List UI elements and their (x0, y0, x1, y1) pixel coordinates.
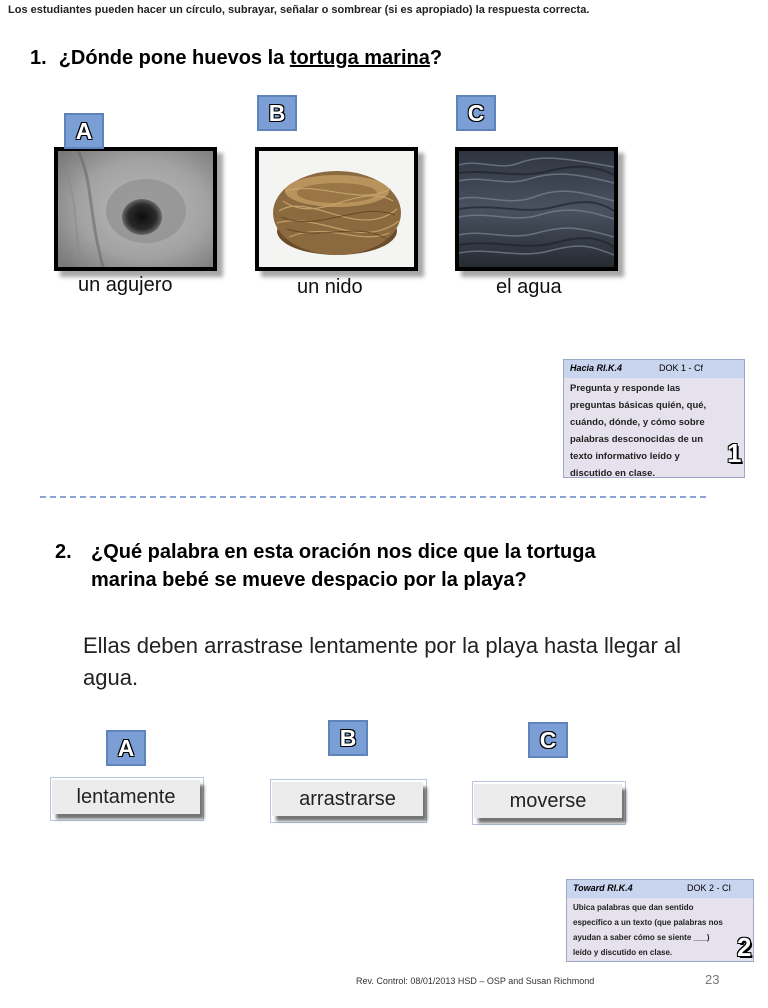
option-c-caption: el agua (496, 276, 562, 298)
ocean-water-icon (459, 151, 614, 267)
standard-card-1-line: discutido en clase. (570, 468, 655, 479)
standard-card-1-line: cuándo, dónde, y cómo sobre (570, 417, 705, 428)
answer-a-badge[interactable]: A (106, 730, 146, 766)
hole-in-sand-icon (58, 151, 213, 267)
question-2-prompt (55, 538, 655, 622)
bird-nest-icon (259, 151, 414, 267)
standard-card-2-number: 2 (737, 932, 752, 962)
answer-b-label[interactable]: arrastrarse (272, 782, 423, 816)
standard-card-1-line: texto informativo leído y (570, 451, 680, 462)
question-1-underlined-term: tortuga marina (289, 47, 430, 69)
standard-card-1-standard: Hacia RI.K.4 (570, 363, 623, 373)
option-b-image-nest[interactable] (255, 147, 418, 271)
answer-b-badge[interactable]: B (328, 720, 368, 756)
standard-card-2 (566, 879, 754, 962)
footer-revision: Rev. Control: 08/01/2013 HSD – OSP and Susan Richmond (356, 976, 595, 986)
standard-card-2-line: ayudan a saber cómo se siente ___) (573, 933, 710, 942)
standard-card-1 (563, 359, 745, 478)
instructions-text: Los estudiantes pueden hacer un círculo, subrayar, señalar o sombrear (si es apropiado) la respuesta correcta. (8, 4, 590, 16)
question-1-prompt (30, 47, 442, 70)
option-a-caption: un agujero (78, 274, 173, 296)
option-c-badge[interactable]: C (456, 95, 496, 131)
standard-card-1-number: 1 (727, 438, 742, 468)
standard-card-1-line: preguntas básicas quién, qué, (570, 400, 707, 411)
standard-card-2-standard: Toward RI.K.4 (573, 883, 633, 893)
standard-card-2-line: Ubica palabras que dan sentido (573, 903, 694, 912)
answer-a-label[interactable]: lentamente (52, 780, 200, 814)
standard-card-2-dok: DOK 2 - CI (687, 883, 732, 893)
page-number: 23 (705, 972, 720, 987)
standard-card-2-line: específico a un texto (que palabras nos (573, 918, 723, 927)
standard-card-1-line: Pregunta y responde las (570, 383, 681, 394)
standard-card-2-header (567, 880, 753, 898)
standard-card-1-body (564, 378, 744, 482)
question-2-sentence: Ellas deben arrastrase lentamente por la playa hasta llegar al agua. (83, 633, 682, 690)
standard-card-2-body (567, 898, 753, 960)
option-b-caption: un nido (297, 276, 363, 298)
standard-card-2-line: leído y discutido en clase. (573, 948, 673, 957)
option-c-image-water[interactable] (455, 147, 618, 271)
question-1-text-before: ¿Dónde pone huevos la (58, 47, 290, 69)
option-a-image-hole[interactable] (54, 147, 217, 271)
question-2-number: 2. (55, 541, 72, 563)
option-a-badge[interactable]: A (64, 113, 104, 149)
option-b-badge[interactable]: B (257, 95, 297, 131)
standard-card-1-dok: DOK 1 - Cf (659, 363, 704, 373)
standard-card-1-header (564, 360, 744, 378)
section-divider (40, 496, 706, 498)
answer-c-label[interactable]: moverse (474, 784, 622, 818)
question-2-text: ¿Qué palabra en esta oración nos dice que la tortuga marina bebé se mueve despacio por la playa? (91, 541, 596, 591)
question-1-number: 1. (30, 47, 47, 69)
standard-card-1-line: palabras desconocidas de un (570, 434, 704, 445)
answer-c-badge[interactable]: C (528, 722, 568, 758)
question-1-text-after: ? (429, 47, 443, 69)
